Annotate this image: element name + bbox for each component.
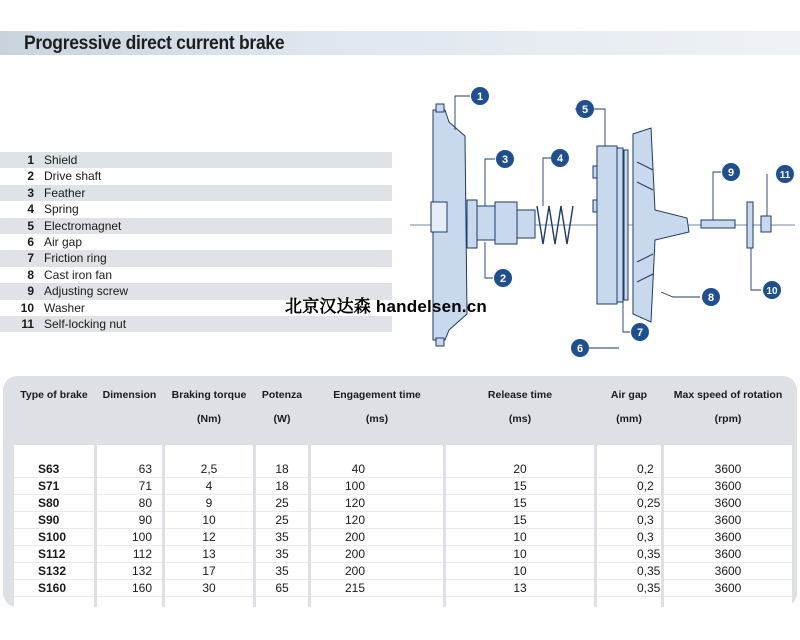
table-cell: 200 — [311, 563, 443, 580]
table-row — [14, 512, 792, 529]
column-header — [165, 384, 253, 436]
part-row — [0, 316, 392, 332]
callout-2 — [494, 269, 512, 287]
column-header-label: Dimension — [102, 389, 157, 401]
column-header — [97, 384, 162, 436]
column-header-unit: (mm) — [616, 413, 642, 425]
table-cell: 112 — [97, 546, 162, 563]
callout-1 — [471, 87, 489, 105]
svg-text:8: 8 — [707, 292, 715, 304]
part-number: 2 — [27, 169, 34, 184]
table-cell: 0,2 — [597, 461, 661, 478]
table-cell: 0,35 — [597, 580, 661, 597]
table-header-row — [14, 384, 792, 436]
part-name: Shield — [44, 153, 78, 167]
table-cell: S132 — [14, 563, 94, 580]
table-cell: 40 — [311, 461, 443, 478]
table-cell: S160 — [14, 580, 94, 597]
adjusting-screw-part — [701, 220, 735, 228]
column-header — [597, 384, 661, 436]
part-name: Air gap — [44, 234, 83, 249]
callout-3 — [496, 150, 514, 168]
table-row — [14, 580, 792, 597]
table-cell: S112 — [14, 546, 94, 563]
table-cell: 160 — [97, 580, 162, 597]
svg-text:6: 6 — [576, 343, 584, 355]
column-header-unit: (W) — [273, 413, 291, 425]
column-header — [446, 384, 594, 436]
watermark: 北京汉达森 handelsen.cn — [285, 297, 487, 316]
table-cell: 63 — [97, 461, 162, 478]
table-cell: 18 — [256, 478, 308, 495]
friction-ring-part — [624, 150, 628, 300]
part-row — [0, 250, 392, 266]
table-cell: S90 — [14, 512, 94, 529]
table-cell: 120 — [311, 512, 443, 529]
table-cell: S100 — [14, 529, 94, 546]
table-cell: 15 — [446, 495, 594, 512]
part-name: Self-locking nut — [44, 316, 127, 331]
column-header-label: Release time — [487, 389, 553, 401]
part-row — [0, 267, 392, 283]
table-cell: 13 — [165, 546, 253, 563]
table-cell: 2,5 — [165, 461, 253, 478]
table-cell: 3600 — [664, 546, 792, 563]
table-cell: 100 — [97, 529, 162, 546]
table-cell: S71 — [14, 478, 94, 495]
table-cell: 10 — [165, 512, 253, 529]
table-row — [14, 563, 792, 580]
table-cell: 3600 — [664, 529, 792, 546]
svg-text:4: 4 — [556, 153, 564, 165]
table-cell: 10 — [446, 546, 594, 563]
part-name: Drive shaft — [44, 169, 102, 184]
svg-text:3: 3 — [501, 154, 509, 166]
part-name: Electromagnet — [44, 218, 122, 233]
part-number: 3 — [27, 185, 34, 200]
table-cell: 100 — [311, 478, 443, 495]
table-cell: 90 — [97, 512, 162, 529]
callout-8 — [702, 288, 720, 306]
column-header-unit: (Nm) — [197, 413, 221, 425]
table-row — [14, 529, 792, 546]
part-row — [0, 185, 392, 201]
part-number: 5 — [27, 218, 34, 233]
svg-text:5: 5 — [581, 104, 589, 116]
column-header-label: Air gap — [610, 389, 648, 401]
table-cell: 17 — [165, 563, 253, 580]
washer-part — [747, 202, 753, 248]
part-number: 1 — [27, 153, 34, 167]
column-header-unit: (ms) — [508, 413, 532, 425]
table-cell: 0,3 — [597, 512, 661, 529]
table-cell: 0,35 — [597, 546, 661, 563]
table-cell: 35 — [256, 563, 308, 580]
part-number: 9 — [27, 284, 34, 299]
cast-iron-fan-part — [633, 128, 689, 322]
part-number: 7 — [27, 251, 34, 266]
part-row — [0, 201, 392, 217]
column-header-unit — [14, 401, 94, 413]
drive-shaft-part — [477, 202, 535, 244]
part-row — [0, 152, 392, 168]
table-cell: 12 — [165, 529, 253, 546]
table-cell: 9 — [165, 495, 253, 512]
svg-text:10: 10 — [766, 286, 778, 297]
table-cell: 3600 — [664, 495, 792, 512]
table-cell: 13 — [446, 580, 594, 597]
table-cell: 0,35 — [597, 563, 661, 580]
spec-table-panel — [3, 376, 797, 607]
column-header — [14, 384, 94, 436]
part-number: 4 — [27, 202, 34, 217]
table-cell: 200 — [311, 546, 443, 563]
table-cell: 71 — [97, 478, 162, 495]
part-row — [0, 234, 392, 250]
callout-10 — [763, 281, 781, 299]
table-cell: 80 — [97, 495, 162, 512]
part-number: 10 — [20, 300, 34, 315]
callout-5 — [576, 100, 594, 118]
column-header — [664, 384, 792, 436]
column-header-label: Potenza — [261, 389, 303, 401]
callout-9 — [722, 163, 740, 181]
svg-text:2: 2 — [499, 273, 507, 285]
table-cell: 200 — [311, 529, 443, 546]
part-number: 6 — [27, 234, 34, 249]
table-cell: S80 — [14, 495, 94, 512]
callout-11 — [776, 165, 794, 183]
table-cell: 25 — [256, 495, 308, 512]
table-cell: 30 — [165, 580, 253, 597]
spec-table — [11, 384, 795, 613]
part-name: Cast iron fan — [44, 267, 113, 282]
part-number: 11 — [21, 316, 34, 331]
table-cell: 3600 — [664, 563, 792, 580]
table-cell: 3600 — [664, 512, 792, 529]
callout-7 — [631, 323, 649, 341]
table-cell: 132 — [97, 563, 162, 580]
table-row — [14, 478, 792, 495]
brake-exploded-diagram — [405, 82, 800, 362]
table-cell: 10 — [446, 563, 594, 580]
table-cell: 35 — [256, 546, 308, 563]
table-row — [14, 495, 792, 512]
table-cell: 65 — [256, 580, 308, 597]
svg-text:7: 7 — [636, 327, 644, 339]
svg-text:1: 1 — [476, 91, 484, 103]
table-cell: 18 — [256, 461, 308, 478]
table-cell: 0,2 — [597, 478, 661, 495]
part-name: Adjusting screw — [44, 284, 129, 299]
svg-text:9: 9 — [727, 167, 735, 179]
part-name: Friction ring — [44, 251, 107, 266]
part-name: Spring — [44, 202, 79, 217]
table-cell: 4 — [165, 478, 253, 495]
table-cell: 3600 — [664, 461, 792, 478]
empty-row — [14, 445, 792, 461]
callout-6 — [571, 339, 589, 357]
table-cell: S63 — [14, 461, 94, 478]
table-cell: 3600 — [664, 478, 792, 495]
column-header-unit: (rpm) — [714, 413, 742, 425]
page-title: Progressive direct current brake — [24, 33, 285, 54]
column-header — [256, 384, 308, 436]
column-header-label: Type of brake — [20, 389, 88, 401]
table-cell: 20 — [446, 461, 594, 478]
part-number: 8 — [27, 267, 34, 282]
table-cell: 10 — [446, 529, 594, 546]
table-cell: 0,25 — [597, 495, 661, 512]
column-header-label: Braking torque — [171, 389, 247, 401]
table-cell: 15 — [446, 512, 594, 529]
table-cell: 35 — [256, 529, 308, 546]
column-header-unit — [97, 401, 162, 413]
table-cell: 25 — [256, 512, 308, 529]
electromagnet-part — [593, 146, 623, 304]
callout-4 — [551, 149, 569, 167]
part-name: Feather — [44, 185, 86, 200]
column-header-label: Engagement time — [333, 389, 421, 401]
part-row — [0, 168, 392, 184]
part-row — [0, 218, 392, 234]
column-header — [311, 384, 443, 436]
table-cell: 215 — [311, 580, 443, 597]
table-row — [14, 546, 792, 563]
svg-text:11: 11 — [779, 170, 791, 181]
table-cell: 120 — [311, 495, 443, 512]
table-cell: 3600 — [664, 580, 792, 597]
empty-row — [14, 597, 792, 613]
part-name: Washer — [44, 300, 85, 315]
table-row — [14, 461, 792, 478]
column-header-unit: (ms) — [365, 413, 389, 425]
table-cell: 15 — [446, 478, 594, 495]
column-header-label: Max speed of rotation — [673, 389, 783, 401]
table-cell: 0,3 — [597, 529, 661, 546]
spacer-row — [14, 436, 792, 445]
self-locking-nut-part — [761, 216, 771, 232]
